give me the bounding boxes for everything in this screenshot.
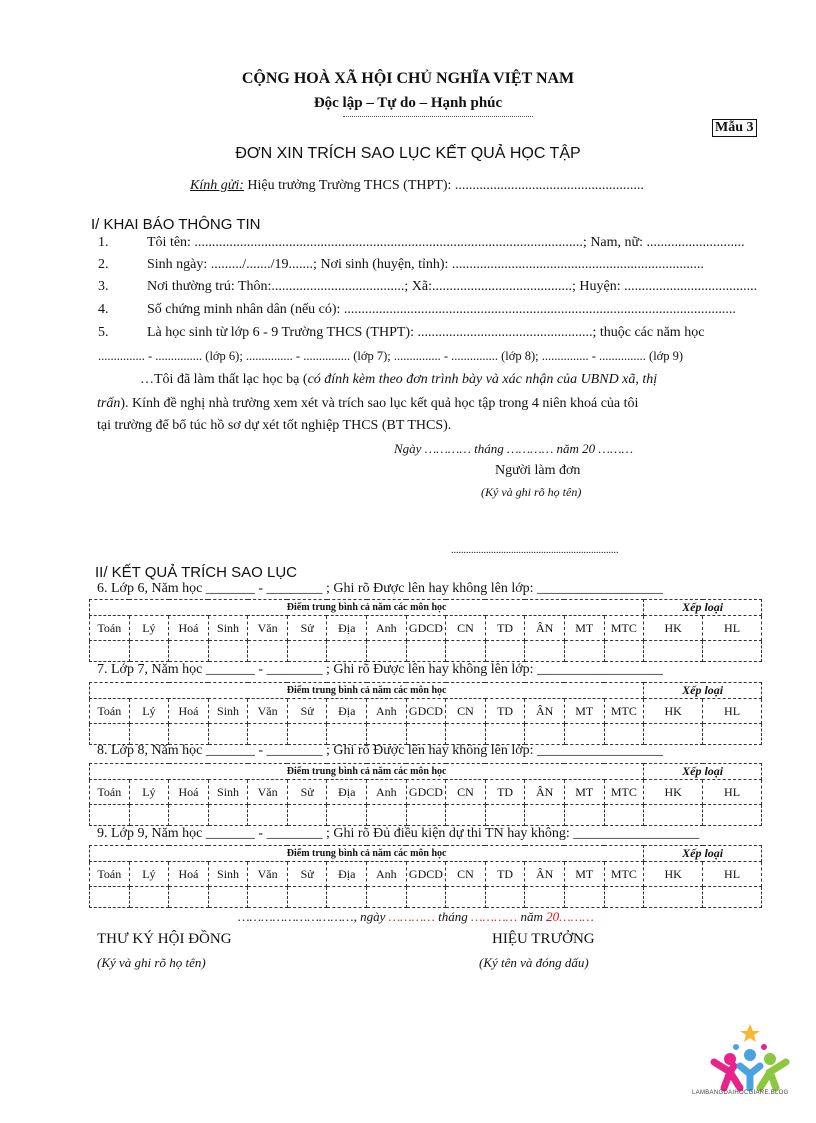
info-item-num: 5. bbox=[98, 325, 109, 340]
child-body-icon bbox=[740, 1066, 760, 1088]
subject-cell: Anh bbox=[367, 780, 407, 805]
score-cell[interactable] bbox=[703, 724, 762, 745]
subject-cell: Lý bbox=[129, 616, 169, 641]
score-cell[interactable] bbox=[446, 641, 486, 662]
score-cell[interactable] bbox=[367, 641, 407, 662]
subject-cell: MT bbox=[564, 780, 604, 805]
subject-cell: Toán bbox=[90, 699, 130, 724]
score-cell[interactable] bbox=[90, 724, 130, 745]
subject-cell: HL bbox=[703, 862, 762, 887]
subject-cell: MT bbox=[564, 616, 604, 641]
subject-cell: ÂN bbox=[525, 616, 565, 641]
subject-cell: HK bbox=[644, 780, 703, 805]
star-icon bbox=[740, 1024, 760, 1042]
score-cell[interactable] bbox=[90, 641, 130, 662]
grade8-table bbox=[89, 763, 762, 826]
score-cell[interactable] bbox=[485, 887, 525, 908]
subject-cell: CN bbox=[446, 699, 486, 724]
score-cell[interactable] bbox=[248, 641, 288, 662]
score-cell[interactable] bbox=[169, 724, 209, 745]
score-cell[interactable] bbox=[604, 641, 644, 662]
score-cell[interactable] bbox=[90, 887, 130, 908]
child-body-icon bbox=[714, 1062, 740, 1088]
info-item-text: Số chứng minh nhân dân (nếu có): ................................................................................................................ bbox=[147, 302, 736, 317]
score-cell[interactable] bbox=[248, 724, 288, 745]
info-item-text: Là học sinh từ lớp 6 - 9 Trường THCS (THPT): ..................................................; thuộc các năm học bbox=[147, 325, 705, 340]
subject-cell: Văn bbox=[248, 780, 288, 805]
score-cell[interactable] bbox=[604, 887, 644, 908]
document-title: ĐƠN XIN TRÍCH SAO LỤC KẾT QUẢ HỌC TẬP bbox=[235, 145, 581, 162]
subject-cell: Địa bbox=[327, 780, 367, 805]
subject-cell: GDCD bbox=[406, 699, 446, 724]
subject-cell: Hoá bbox=[169, 616, 209, 641]
subject-cell: Sinh bbox=[208, 699, 248, 724]
score-cell[interactable] bbox=[169, 641, 209, 662]
grade9-table bbox=[89, 845, 762, 908]
subject-cell: HL bbox=[703, 616, 762, 641]
grade6-header: 6. Lớp 6, Năm học _______ - ________ ; Ghi rõ Được lên hay không lên lớp: __________________ bbox=[97, 581, 664, 596]
score-cell[interactable] bbox=[169, 887, 209, 908]
motto: Độc lập – Tự do – Hạnh phúc bbox=[313, 95, 503, 111]
subject-cell: Địa bbox=[327, 699, 367, 724]
score-cell[interactable] bbox=[604, 805, 644, 826]
score-cell[interactable] bbox=[525, 805, 565, 826]
score-cell[interactable] bbox=[564, 641, 604, 662]
score-cell[interactable] bbox=[367, 887, 407, 908]
score-cell[interactable] bbox=[208, 724, 248, 745]
subject-cell: MTC bbox=[604, 780, 644, 805]
subject-cell: ÂN bbox=[525, 780, 565, 805]
subject-cell: Văn bbox=[248, 699, 288, 724]
score-cell[interactable] bbox=[129, 641, 169, 662]
child-body-icon bbox=[760, 1062, 786, 1088]
score-cell[interactable] bbox=[564, 887, 604, 908]
subject-cell: HL bbox=[703, 699, 762, 724]
score-cell[interactable] bbox=[248, 805, 288, 826]
subject-cell: Toán bbox=[90, 780, 130, 805]
subject-cell: Địa bbox=[327, 862, 367, 887]
addressee-label: Kính gửi: bbox=[190, 178, 244, 193]
info-item-text: Sinh ngày: ........./......./19.......; Nơi sinh (huyện, tỉnh): ........................................................................ bbox=[147, 257, 704, 272]
addressee-text: Hiệu trưởng Trường THCS (THPT): ...................................................... bbox=[247, 178, 644, 193]
info-item-text: Tôi tên: ...............................................................................................................; Nam, nữ: ............................ bbox=[147, 235, 745, 250]
subjects-header: Điểm trung bình cả năm các môn học bbox=[90, 600, 644, 616]
subject-cell: GDCD bbox=[406, 616, 446, 641]
score-cell[interactable] bbox=[327, 724, 367, 745]
rank-header: Xếp loại bbox=[644, 600, 762, 616]
subject-cell: Văn bbox=[248, 862, 288, 887]
score-cell[interactable] bbox=[406, 805, 446, 826]
score-cell[interactable] bbox=[406, 641, 446, 662]
score-cell[interactable] bbox=[703, 805, 762, 826]
score-cell[interactable] bbox=[208, 887, 248, 908]
score-cell[interactable] bbox=[525, 724, 565, 745]
score-cell[interactable] bbox=[129, 887, 169, 908]
subject-cell: Địa bbox=[327, 616, 367, 641]
grade6-table bbox=[89, 599, 762, 662]
score-cell[interactable] bbox=[248, 887, 288, 908]
paragraph-line-2: trấn). Kính đề nghị nhà trường xem xét và trích sao lục kết quả học tập trong 4 niên khoá của tôi bbox=[97, 396, 639, 411]
subject-cell: Sử bbox=[287, 780, 327, 805]
score-cell[interactable] bbox=[703, 887, 762, 908]
rank-header: Xếp loại bbox=[644, 683, 762, 699]
subject-cell: Lý bbox=[129, 862, 169, 887]
applicant-signature-line: ................................................................... bbox=[451, 545, 619, 556]
subject-cell: HK bbox=[644, 862, 703, 887]
score-cell[interactable] bbox=[327, 641, 367, 662]
subject-cell: Văn bbox=[248, 616, 288, 641]
score-cell[interactable] bbox=[287, 805, 327, 826]
subject-cell: Sinh bbox=[208, 780, 248, 805]
score-cell[interactable] bbox=[406, 724, 446, 745]
info-item-num: 3. bbox=[98, 279, 109, 294]
kids-logo-icon bbox=[700, 1022, 800, 1100]
section2-heading: II/ KẾT QUẢ TRÍCH SAO LỤC bbox=[95, 564, 297, 581]
score-cell[interactable] bbox=[446, 805, 486, 826]
subject-cell: ÂN bbox=[525, 862, 565, 887]
grade7-table bbox=[89, 682, 762, 745]
score-cell[interactable] bbox=[287, 641, 327, 662]
dot-icon bbox=[761, 1044, 767, 1050]
subject-cell: Lý bbox=[129, 780, 169, 805]
subject-cell: MTC bbox=[604, 862, 644, 887]
score-cell[interactable] bbox=[129, 724, 169, 745]
brand-logo bbox=[692, 1022, 800, 1100]
info-item-num: 4. bbox=[98, 302, 109, 317]
score-cell[interactable] bbox=[564, 805, 604, 826]
subject-cell: Anh bbox=[367, 862, 407, 887]
subject-cell: GDCD bbox=[406, 780, 446, 805]
grade7-header: 7. Lớp 7, Năm học _______ - ________ ; Ghi rõ Được lên hay không lên lớp: __________________ bbox=[97, 662, 664, 677]
form-code: Mẫu 3 bbox=[712, 119, 757, 137]
subject-cell: Toán bbox=[90, 616, 130, 641]
child-head-icon bbox=[744, 1049, 756, 1061]
score-cell[interactable] bbox=[485, 641, 525, 662]
grade9-header: 9. Lớp 9, Năm học _______ - ________ ; Ghi rõ Đủ điều kiện dự thi TN hay không: __________________ bbox=[97, 826, 700, 841]
score-cell[interactable] bbox=[446, 724, 486, 745]
motto-underline bbox=[343, 116, 533, 117]
score-cell[interactable] bbox=[703, 641, 762, 662]
subjects-header: Điểm trung bình cả năm các môn học bbox=[90, 846, 644, 862]
subject-cell: Sinh bbox=[208, 862, 248, 887]
secretary-title: THƯ KÝ HỘI ĐỒNG bbox=[97, 931, 232, 947]
child-head-icon bbox=[764, 1053, 776, 1065]
score-cell[interactable] bbox=[327, 887, 367, 908]
subject-cell: GDCD bbox=[406, 862, 446, 887]
subject-cell: Hoá bbox=[169, 699, 209, 724]
subjects-header: Điểm trung bình cả năm các môn học bbox=[90, 683, 644, 699]
score-cell[interactable] bbox=[367, 724, 407, 745]
subject-cell: TD bbox=[485, 780, 525, 805]
score-cell[interactable] bbox=[169, 805, 209, 826]
subject-cell: CN bbox=[446, 780, 486, 805]
subject-cell: Sử bbox=[287, 616, 327, 641]
subject-cell: TD bbox=[485, 699, 525, 724]
info-item-num: 1. bbox=[98, 235, 109, 250]
subject-cell: Hoá bbox=[169, 862, 209, 887]
subject-cell: Lý bbox=[129, 699, 169, 724]
subject-cell: TD bbox=[485, 862, 525, 887]
score-cell[interactable] bbox=[644, 724, 703, 745]
paragraph-line-1: …Tôi đã làm thất lạc học bạ (có đính kèm theo đơn trình bày và xác nhận của UBND xã, thị bbox=[140, 372, 658, 387]
score-cell[interactable] bbox=[644, 641, 703, 662]
subject-cell: ÂN bbox=[525, 699, 565, 724]
application-date: Ngày ………… tháng ………… năm 20 ……… bbox=[394, 441, 634, 456]
score-cell[interactable] bbox=[208, 805, 248, 826]
subject-cell: CN bbox=[446, 616, 486, 641]
score-cell[interactable] bbox=[644, 805, 703, 826]
score-cell[interactable] bbox=[644, 887, 703, 908]
applicant-note: (Ký và ghi rõ họ tên) bbox=[481, 485, 582, 499]
subject-cell: Anh bbox=[367, 699, 407, 724]
principal-title: HIỆU TRƯỞNG bbox=[492, 931, 595, 947]
score-cell[interactable] bbox=[525, 641, 565, 662]
score-cell[interactable] bbox=[446, 887, 486, 908]
score-cell[interactable] bbox=[525, 887, 565, 908]
score-cell[interactable] bbox=[327, 805, 367, 826]
score-cell[interactable] bbox=[287, 887, 327, 908]
subject-cell: MT bbox=[564, 699, 604, 724]
grade8-header: 8. Lớp 8, Năm học _______ - ________ ; Ghi rõ Được lên hay không lên lớp: __________________ bbox=[97, 743, 664, 758]
addressee-line bbox=[190, 178, 644, 194]
subject-cell: Sử bbox=[287, 699, 327, 724]
subject-cell: CN bbox=[446, 862, 486, 887]
info-item-text: Nơi thường trú: Thôn:......................................; Xã:........................................; Huyện: ...................................... bbox=[147, 279, 758, 294]
footer-date: …………………………, ngày ………… tháng ………… năm 20……… bbox=[238, 909, 594, 924]
subject-cell: MT bbox=[564, 862, 604, 887]
logo-caption: LAMBANGDAIHOCGIARE.BLOG bbox=[692, 1090, 789, 1096]
paragraph-line-3: tại trường để bổ túc hồ sơ dự xét tốt nghiệp THCS (BT THCS). bbox=[97, 418, 452, 433]
subject-cell: Sử bbox=[287, 862, 327, 887]
school-years-line: ............... - ............... (lớp 6); ............... - ............... (lớp 7); ............... - ............... (lớp 8); ............... - ............... (lớp 9) bbox=[98, 349, 684, 363]
subject-cell: HK bbox=[644, 699, 703, 724]
score-cell[interactable] bbox=[208, 641, 248, 662]
score-cell[interactable] bbox=[367, 805, 407, 826]
subject-cell: MTC bbox=[604, 699, 644, 724]
score-cell[interactable] bbox=[604, 724, 644, 745]
score-cell[interactable] bbox=[406, 887, 446, 908]
subject-cell: HL bbox=[703, 780, 762, 805]
score-cell[interactable] bbox=[564, 724, 604, 745]
subject-cell: Sinh bbox=[208, 616, 248, 641]
principal-note: (Ký tên và đóng dấu) bbox=[479, 955, 589, 970]
national-title: CỘNG HOÀ XÃ HỘI CHỦ NGHĨA VIỆT NAM bbox=[241, 70, 575, 87]
subject-cell: MTC bbox=[604, 616, 644, 641]
secretary-note: (Ký và ghi rõ họ tên) bbox=[97, 955, 206, 970]
dot-icon bbox=[733, 1044, 739, 1050]
score-cell[interactable] bbox=[129, 805, 169, 826]
subject-cell: Hoá bbox=[169, 780, 209, 805]
subject-cell: HK bbox=[644, 616, 703, 641]
score-cell[interactable] bbox=[485, 724, 525, 745]
subject-cell: Anh bbox=[367, 616, 407, 641]
score-cell[interactable] bbox=[485, 805, 525, 826]
section1-heading: I/ KHAI BÁO THÔNG TIN bbox=[91, 216, 261, 233]
subject-cell: Toán bbox=[90, 862, 130, 887]
rank-header: Xếp loại bbox=[644, 846, 762, 862]
info-item-num: 2. bbox=[98, 257, 109, 272]
applicant-label: Người làm đơn bbox=[495, 463, 581, 478]
subjects-header: Điểm trung bình cả năm các môn học bbox=[90, 764, 644, 780]
score-cell[interactable] bbox=[90, 805, 130, 826]
score-cell[interactable] bbox=[287, 724, 327, 745]
subject-cell: TD bbox=[485, 616, 525, 641]
rank-header: Xếp loại bbox=[644, 764, 762, 780]
